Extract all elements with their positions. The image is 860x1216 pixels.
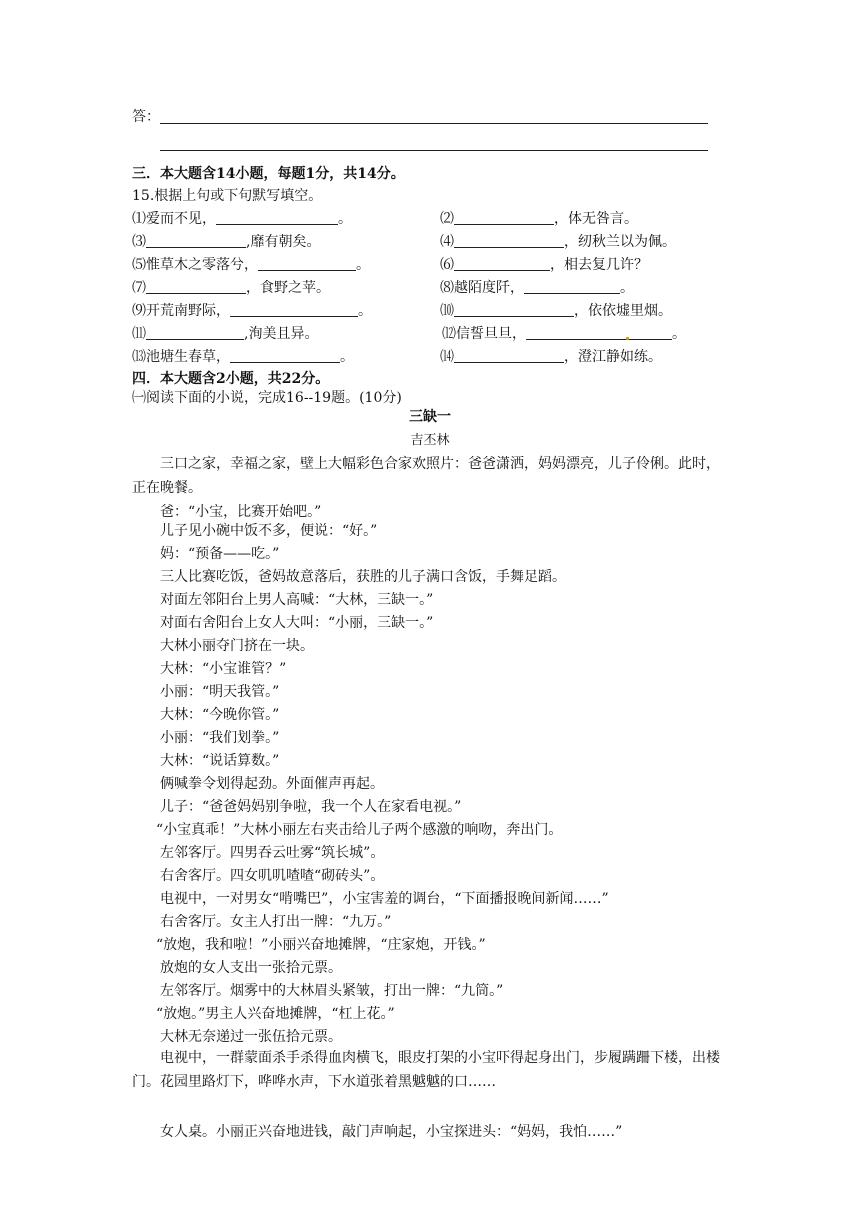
fill-blank[interactable] bbox=[454, 210, 554, 225]
fill-blank[interactable] bbox=[454, 302, 574, 317]
blank-item-11: ⑾ ,洵美且异。 bbox=[132, 326, 319, 342]
blank-item-5: ⑸惟草木之零落兮， 。 bbox=[132, 257, 370, 273]
story-paragraph: 女人桌。小丽正兴奋地进钱，敲门声响起，小宝探进头：“妈妈，我怕……” bbox=[160, 1124, 623, 1140]
story-paragraph: 妈：“预备——吃。” bbox=[160, 546, 280, 562]
story-paragraph: “放炮。”男主人兴奋地摊牌，“杠上花。” bbox=[156, 1006, 395, 1022]
marker-dot bbox=[626, 337, 629, 340]
blank-item-3: ⑶ ,靡有朝矣。 bbox=[132, 234, 321, 250]
fill-blank[interactable] bbox=[454, 233, 564, 248]
story-paragraph: “小宝真乖！”大林小丽左右夹击给儿子两个感激的响吻，奔出门。 bbox=[156, 822, 563, 838]
story-paragraph: 小丽：“我们划拳。” bbox=[160, 730, 280, 746]
story-title: 三缺一 bbox=[409, 409, 451, 425]
blank-item-7: ⑺ ，食野之苹。 bbox=[132, 280, 330, 296]
fill-blank[interactable] bbox=[526, 325, 672, 340]
story-paragraph: 三口之家，幸福之家，壁上大幅彩色合家欢照片：爸爸潇洒，妈妈漂亮，儿子伶俐。此时，正在晚餐。 bbox=[132, 456, 720, 496]
blank-item-14: ⒁ ，澄江静如练。 bbox=[440, 349, 662, 365]
fill-blank[interactable] bbox=[258, 256, 356, 271]
question-15: 15.根据上句或下句默写填空。 bbox=[132, 188, 323, 204]
story-paragraph: 大林小丽夺门挤在一块。 bbox=[160, 638, 314, 654]
story-paragraph: 右舍客厅。女主人打出一牌：“九万。” bbox=[160, 914, 392, 930]
blank-item-1: ⑴爱而不见， 。 bbox=[132, 211, 352, 227]
answer-label: 答： bbox=[132, 109, 160, 125]
fill-blank[interactable] bbox=[230, 348, 340, 363]
story-paragraph: “放炮，我和啦！”小丽兴奋地摊牌，“庄家炮，开钱。” bbox=[156, 937, 486, 953]
blank-item-13: ⒀池塘生春草， 。 bbox=[132, 349, 354, 365]
story-paragraph: 放炮的女人支出一张拾元票。 bbox=[160, 960, 342, 976]
story-paragraph: 电视中，一群蒙面杀手杀得血肉横飞，眼皮打架的小宝吓得起身出门，步履蹒跚下楼，出楼门。花园里路灯下，哗哗水声，下水道张着黑魆魆的口…… bbox=[132, 1050, 720, 1090]
story-paragraph: 大林：“今晚你管。” bbox=[160, 707, 280, 723]
answer-line-2[interactable] bbox=[160, 150, 708, 151]
answer-line-1[interactable] bbox=[160, 123, 708, 124]
blank-item-12: ⑿信誓旦旦， 。 bbox=[442, 326, 686, 342]
story-paragraph: 大林：“小宝谁管？” bbox=[160, 661, 287, 677]
fill-blank[interactable] bbox=[146, 233, 246, 248]
section3-heading: 三．本大题含14小题，每题1分，共14分。 bbox=[132, 166, 405, 182]
blank-item-4: ⑷ ，纫秋兰以为佩。 bbox=[440, 234, 676, 250]
story-paragraph: 对面左邻阳台上男人高喊：“大林，三缺一。” bbox=[160, 592, 434, 608]
story-paragraph: 对面右舍阳台上女人大叫：“小丽，三缺一。” bbox=[160, 615, 434, 631]
blank-item-9: ⑼开荒南野际， 。 bbox=[132, 303, 372, 319]
story-paragraph: 左邻客厅。烟雾中的大林眉头紧皱，打出一牌：“九筒。” bbox=[160, 983, 504, 999]
fill-blank[interactable] bbox=[146, 279, 246, 294]
story-paragraph: 爸：“小宝，比赛开始吧。” bbox=[160, 504, 322, 520]
story-paragraph: 电视中，一对男女“啃嘴巴”，小宝害羞的调台，“下面播报晚间新闻……” bbox=[160, 891, 609, 907]
story-author: 吉丕林 bbox=[410, 433, 450, 448]
story-paragraph: 右舍客厅。四女叽叽喳喳“砌砖头”。 bbox=[160, 868, 385, 884]
story-paragraph: 三人比赛吃饭，爸妈故意落后，获胜的儿子满口含饭，手舞足蹈。 bbox=[160, 569, 566, 585]
blank-item-8: ⑻越陌度阡， 。 bbox=[440, 280, 634, 296]
section4-intro: ㈠阅读下面的小说，完成16--19题。(10分) bbox=[132, 390, 402, 406]
story-paragraph: 大林无奈递过一张伍拾元票。 bbox=[160, 1029, 342, 1045]
fill-blank[interactable] bbox=[524, 279, 620, 294]
blank-item-2: ⑵ ，体无咎言。 bbox=[440, 211, 638, 227]
fill-blank[interactable] bbox=[216, 210, 338, 225]
section4-heading: 四．本大题含2小题，共22分。 bbox=[132, 371, 330, 387]
blank-item-10: ⑽ ，依依墟里烟。 bbox=[440, 303, 672, 319]
blank-item-6: ⑹ ，相去复几许？ bbox=[440, 257, 648, 273]
fill-blank[interactable] bbox=[454, 256, 550, 271]
story-paragraph: 左邻客厅。四男吞云吐雾“筑长城”。 bbox=[160, 845, 385, 861]
story-paragraph: 俩喊拳令划得起劲。外面催声再起。 bbox=[160, 776, 384, 792]
fill-blank[interactable] bbox=[230, 302, 358, 317]
story-paragraph: 儿子：“爸爸妈妈别争啦，我一个人在家看电视。” bbox=[160, 799, 462, 815]
fill-blank[interactable] bbox=[146, 325, 244, 340]
story-paragraph: 小丽：“明天我管。” bbox=[160, 684, 280, 700]
story-paragraph: 儿子见小碗中饭不多，便说：“好。” bbox=[160, 523, 378, 539]
story-paragraph: 大林：“说话算数。” bbox=[160, 753, 280, 769]
fill-blank[interactable] bbox=[454, 348, 564, 363]
